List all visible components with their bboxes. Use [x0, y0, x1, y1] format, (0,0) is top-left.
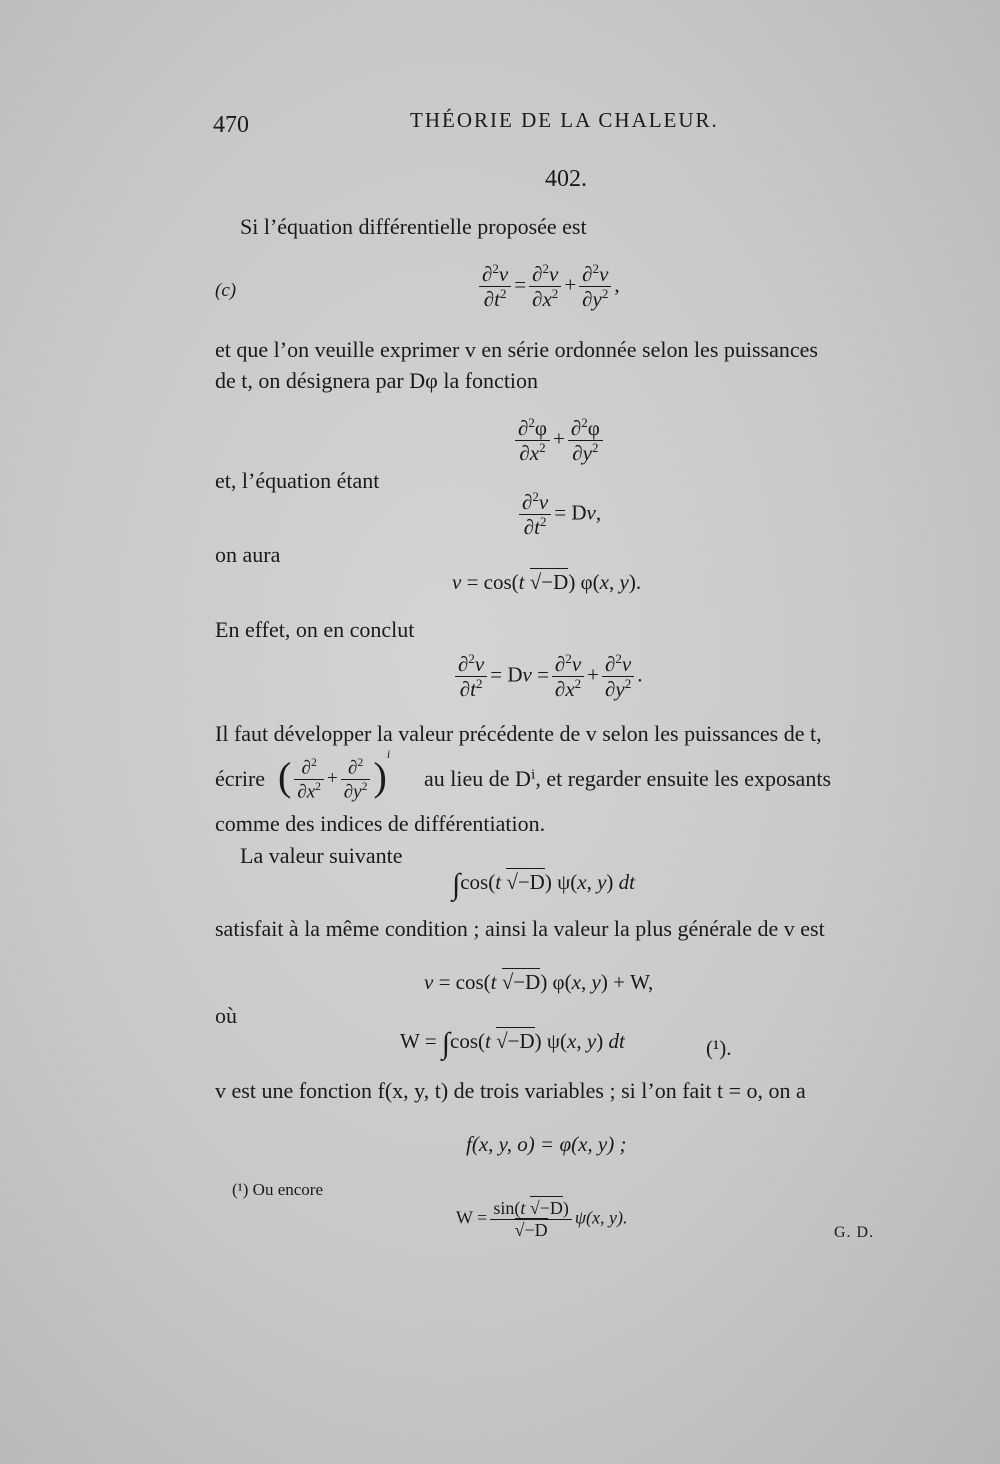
paragraph-line: En effet, on en conclut — [215, 617, 415, 642]
equation-v-cos: v = cos(t √−D) φ(x, y). — [452, 570, 642, 594]
paragraph-line: et, l’équation étant — [215, 468, 380, 493]
paragraph-line: comme des indices de différentiation. — [215, 811, 546, 836]
footnote-signature: G. D. — [834, 1224, 875, 1241]
equation-conclusion: $\frac{\partial^2v}{\partial t^2}$ = Dv = $\frac{\partial^2v}{\partial x^2}$ + $\frac{\partial^2v}{\partial y^2}$ . — [452, 652, 642, 701]
equation-c: $\frac{\partial^2v}{\partial t^2}$ = $\frac{\partial^2v}{\partial x^2}$ + $\frac{\partial^2v}{\partial y^2}$ , — [476, 262, 620, 311]
paragraph-line: La valeur suivante — [240, 843, 403, 868]
paragraph-line: Si l’équation différentielle proposée est — [240, 214, 587, 239]
footnote-formula: W = $\frac{\sin(t √-D)}{√-D}$ ψ(x, y). — [456, 1198, 628, 1240]
paragraph-line: on aura — [215, 542, 281, 567]
equation-laplacian-phi: $\frac{\partial^2\varphi}{\partial x^2}$ + $\frac{\partial^2\varphi}{\partial y^2}$ — [512, 416, 606, 465]
footnote-formula-suffix: ψ(x, y). — [574, 1207, 628, 1228]
paragraph-line: Il faut développer la valeur précédente de v selon les puissances de t, — [215, 721, 822, 746]
paragraph-line: satisfait à la même condition ; ainsi la valeur la plus générale de v est — [215, 916, 825, 941]
paragraph-line: et que l’on veuille exprimer v en série ordonnée selon les puissances — [215, 337, 818, 362]
footnote-text: (¹) Ou encore — [232, 1180, 323, 1199]
equation-w: W = ∫cos(t √−D) ψ(x, y) dt — [400, 1027, 625, 1060]
paragraph-line: où — [215, 1003, 237, 1028]
paragraph-line: de t, on désignera par Dφ la fonction — [215, 368, 539, 393]
running-title: THÉORIE DE LA CHALEUR. — [410, 108, 719, 132]
page-number: 470 — [213, 112, 249, 138]
section-number: 402. — [545, 166, 587, 192]
equation-f-xy0: f(x, y, o) = φ(x, y) ; — [466, 1132, 627, 1156]
paragraph-line: écrire — [215, 766, 266, 791]
paragraph-line: au lieu de Dⁱ, et regarder ensuite les exposants — [424, 766, 831, 791]
footnote-reference: (¹). — [706, 1036, 732, 1060]
paragraph-line: v est une fonction f(x, y, t) de trois variables ; si l’on fait t = o, on a — [215, 1078, 806, 1103]
equation-d2v-dv: $\frac{\partial^2v}{\partial t^2}$ = Dv, — [516, 490, 601, 539]
equation-label: (c) — [215, 280, 237, 301]
equation-integral: ∫cos(t √−D) ψ(x, y) dt — [452, 868, 635, 901]
equation-general-v: v = cos(t √−D) φ(x, y) + W, — [424, 970, 654, 994]
inline-operator: ( $\frac{\partial^2}{\partial x^2}$ + $\frac{\partial^2}{\partial y^2}$ )$^i$ — [278, 748, 391, 803]
